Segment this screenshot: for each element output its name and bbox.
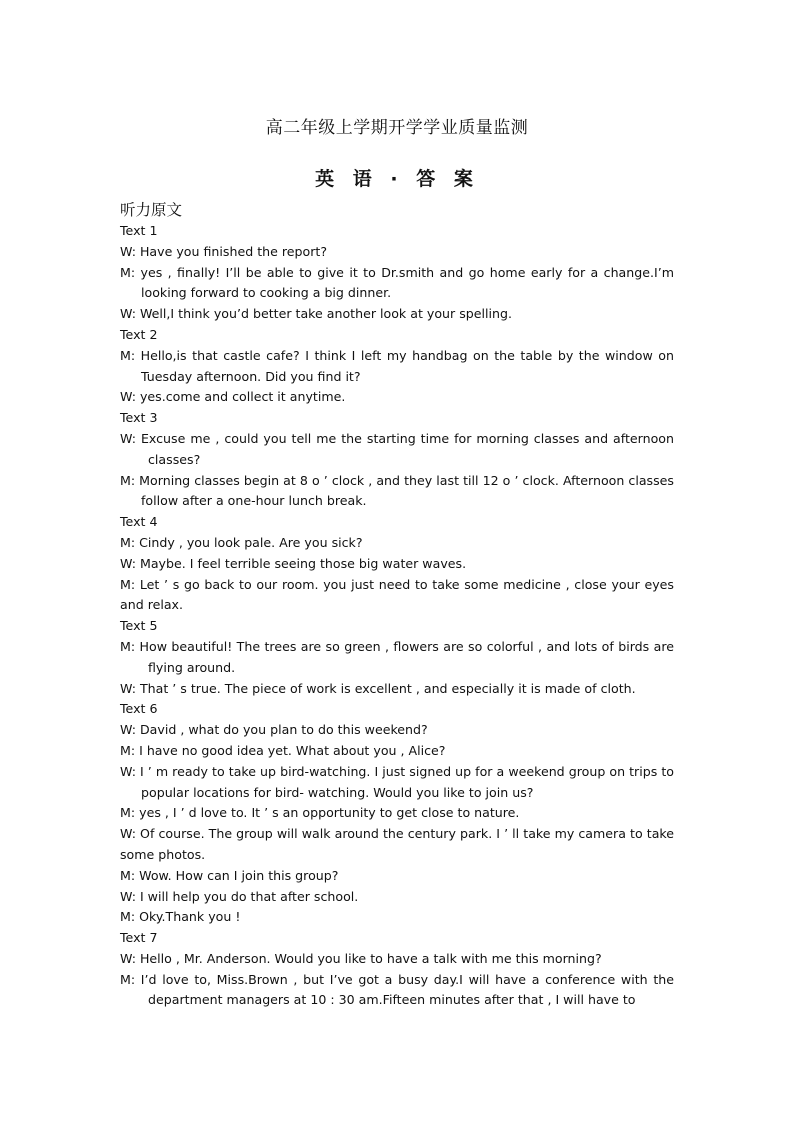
text-section-label: Text 2 xyxy=(120,326,158,342)
section-heading: 听力原文 xyxy=(120,201,183,219)
dialogue-line: M: Cindy , you look pale. Are you sick? xyxy=(120,534,363,550)
text-section-label: Text 1 xyxy=(120,223,158,238)
dialogue-line: M: How beautiful! The trees are so green , flowers are so colorful , and lots of birds are flying around. xyxy=(120,638,674,675)
dialogue-line: W: David , what do you plan to do this weekend? xyxy=(120,722,428,738)
dialogue-line: W: Have you finished the report? xyxy=(120,243,328,259)
text-section-label: Text 6 xyxy=(120,701,158,717)
dialogue-line: W: yes.come and collect it anytime. xyxy=(120,389,346,405)
dialogue-line: W: That ’ s true. The piece of work is excellent , and especially it is made of cloth. xyxy=(120,680,636,696)
dialogue-line: W: I will help you do that after school. xyxy=(120,888,359,904)
dialogue-line: M: yes , I ’ d love to. It ’ s an opportunity to get close to nature. xyxy=(120,805,520,821)
dialogue-line: M: I’d love to, Miss.Brown , but I’ve got a busy day.I will have a conference with the department managers at 10 : 30 am.Fifteen minutes after that , I will have to xyxy=(120,971,674,1008)
dialogue-line: W: Of course. The group will walk around the century park. I ’ ll take my camera to take some photos. xyxy=(120,826,674,862)
text-section-label: Text 4 xyxy=(120,514,158,530)
dialogue-line: W: Well,I think you’d better take another look at your spelling. xyxy=(120,306,512,322)
dialogue-line: M: Oky.Thank you ! xyxy=(120,909,241,925)
dialogue-line: M: yes , finally! I’ll be able to give it to Dr.smith and go home early for a change.I’m looking forward to cooking a big dinner. xyxy=(120,264,674,301)
dialogue-line: M: Wow. How can I join this group? xyxy=(120,867,339,883)
document-title: 高二年级上学期开学学业质量监测 xyxy=(265,118,529,138)
dialogue-line: M: Let ’ s go back to our room. you just need to take some medicine , close your eyes and relax. xyxy=(120,576,674,613)
dialogue-line: W: Excuse me , could you tell me the starting time for morning classes and afternoon classes? xyxy=(120,430,674,467)
text-section-label: Text 7 xyxy=(120,930,158,946)
text-section-label: Text 3 xyxy=(120,410,158,426)
document-subtitle: 英 语 · 答 案 xyxy=(315,168,479,190)
dialogue-line: W: Hello , Mr. Anderson. Would you like to have a talk with me this morning? xyxy=(120,950,602,966)
dialogue-line: W: Maybe. I feel terrible seeing those big water waves. xyxy=(120,555,467,571)
transcript-body xyxy=(120,221,674,1011)
dialogue-line: W: I ’ m ready to take up bird-watching. I just signed up for a weekend group on trips to popular locations for bird- watching. Would you like to join us? xyxy=(120,763,674,800)
dialogue-line: M: Morning classes begin at 8 o ’ clock , and they last till 12 o ’ clock. Afternoon classes follow after a one-hour lunch break. xyxy=(120,472,674,509)
dialogue-line: M: I have no good idea yet. What about you , Alice? xyxy=(120,742,446,758)
text-section-label: Text 5 xyxy=(120,618,158,634)
dialogue-line: M: Hello,is that castle cafe? I think I left my handbag on the table by the window on Tuesday afternoon. Did you find it? xyxy=(120,347,674,384)
